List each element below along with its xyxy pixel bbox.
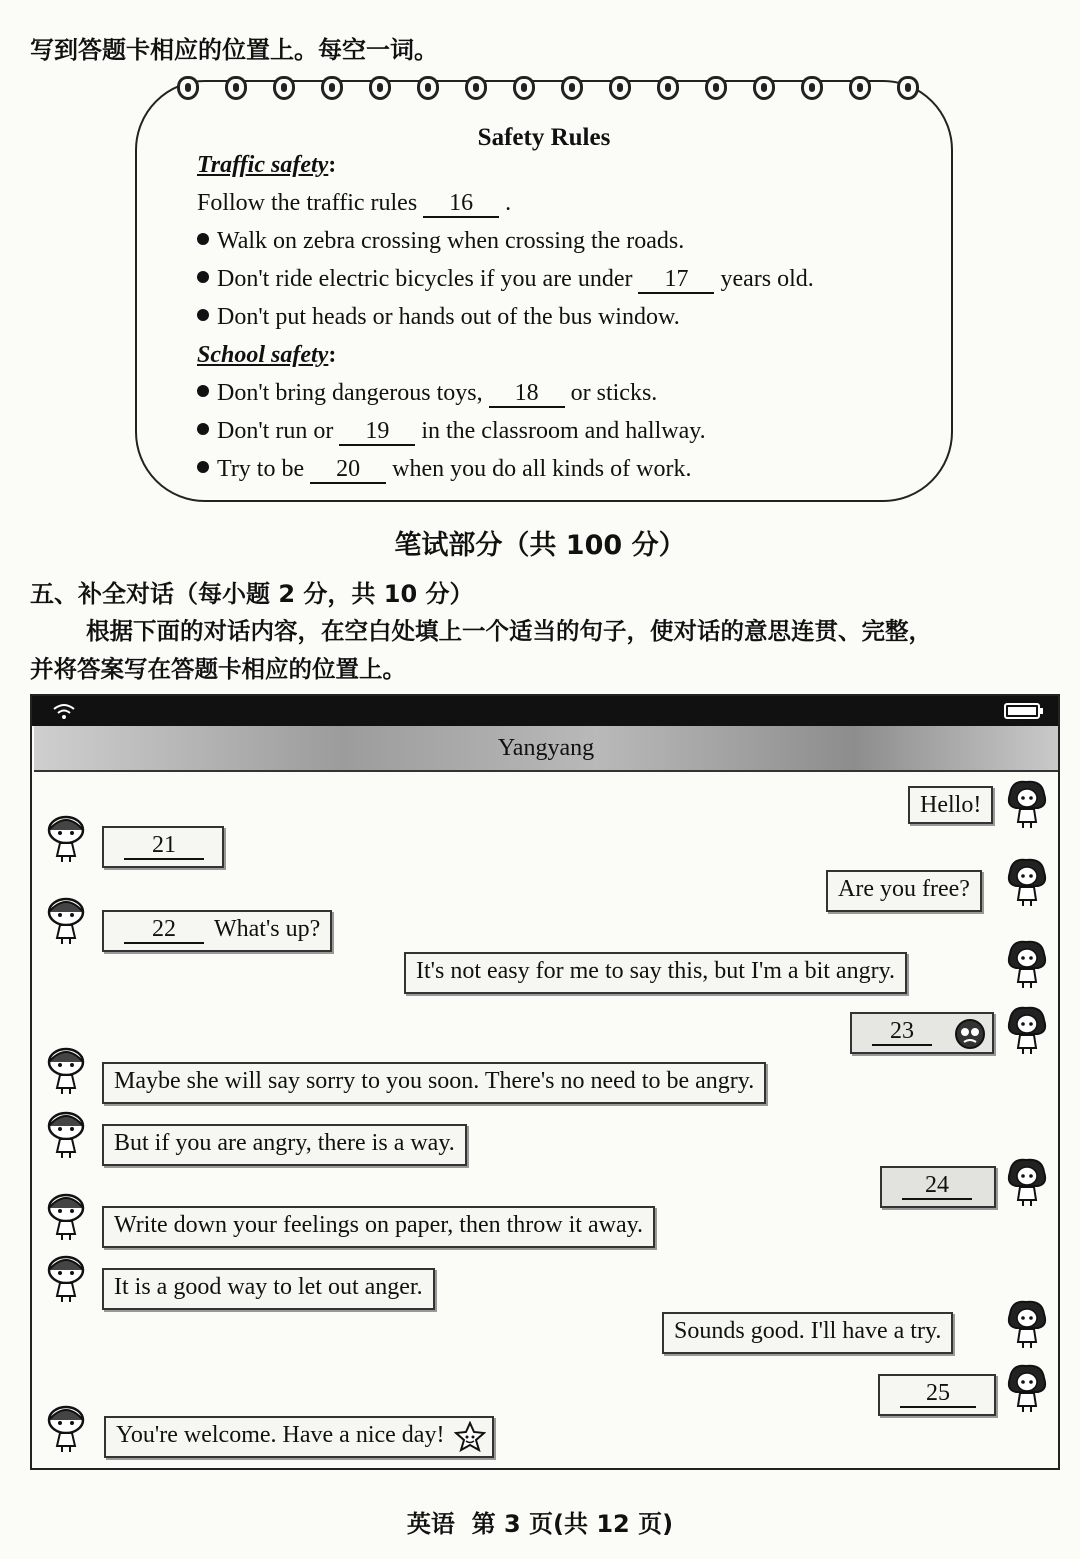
safety-rules-card: Safety Rules Traffic safety: Follow the traffic rules 16 . Walk on zebra crossing when crossing the roads. Don't ride electric bicycles if you are under 17 years old. Don't put heads or hands out of the bus window. School safety: Don't bring dangerous toys, 18 or sticks. Don't run or 19 in the classroom and hallway. Try to be 20 when you do all kinds of work.: [135, 80, 953, 502]
blank-16[interactable]: 16: [423, 191, 499, 218]
avatar-left-icon: [44, 896, 90, 946]
message-bubble-right: Hello!: [908, 786, 993, 824]
blank-24[interactable]: 24: [902, 1173, 972, 1200]
header-instruction: 写到答题卡相应的位置上。每空一词。: [30, 36, 438, 64]
school-safety-heading: School safety: [197, 342, 329, 368]
part5-heading: 五、补全对话（每小题 2 分，共 10 分）: [30, 580, 474, 608]
message-bubble-left: But if you are angry, there is a way.: [102, 1124, 467, 1166]
message-bubble-right: It's not easy for me to say this, but I'm a bit angry.: [404, 952, 907, 994]
message-bubble-left-blank: [102, 826, 224, 868]
message-bubble-left: Write down your feelings on paper, then throw it away.: [102, 1206, 655, 1248]
avatar-left-icon: [44, 814, 90, 864]
avatar-left-icon: [44, 1110, 90, 1160]
blank-21[interactable]: 21: [124, 833, 204, 860]
star-smile-icon: [454, 1421, 486, 1453]
rule-line: Don't put heads or hands out of the bus window.: [197, 304, 680, 331]
rule-line: Walk on zebra crossing when crossing the roads.: [197, 228, 684, 255]
avatar-right-icon: [1004, 1364, 1050, 1414]
page-footer: 英语 第 3 页(共 12 页): [406, 1510, 674, 1538]
traffic-intro-line: Follow the traffic rules 16 .: [197, 190, 511, 218]
blank-25[interactable]: 25: [900, 1381, 976, 1408]
avatar-right-icon: [1004, 1006, 1050, 1056]
message-bubble-left: It is a good way to let out anger.: [102, 1268, 435, 1310]
avatar-right-icon: [1004, 1300, 1050, 1350]
message-bubble-left-blank: 22 What's up?: [102, 910, 332, 952]
rule-line: Don't run or 19 in the classroom and hallway.: [197, 418, 706, 446]
message-bubble-right: Sounds good. I'll have a try.: [662, 1312, 953, 1354]
traffic-safety-heading: Traffic safety: [197, 152, 329, 178]
message-bubble-left: You're welcome. Have a nice day!: [104, 1416, 494, 1458]
message-bubble-right: Are you free?: [826, 870, 982, 912]
chat-title: Yangyang: [34, 726, 1058, 772]
rule-line: Don't bring dangerous toys, 18 or sticks.: [197, 380, 657, 408]
chat-window: [30, 694, 1060, 1470]
avatar-right-icon: [1004, 940, 1050, 990]
card-title: Safety Rules: [477, 124, 611, 151]
blank-22[interactable]: 22: [124, 917, 204, 944]
message-bubble-right-blank: [880, 1166, 996, 1208]
section-title: 笔试部分（共 100 分）: [394, 530, 686, 561]
message-bubble-right-blank: [850, 1012, 994, 1054]
avatar-left-icon: [44, 1192, 90, 1242]
status-bar: [32, 696, 1058, 726]
avatar-right-icon: [1004, 1158, 1050, 1208]
blank-20[interactable]: 20: [310, 457, 386, 484]
battery-icon: [1004, 703, 1044, 719]
part5-instruction-line1: 根据下面的对话内容，在空白处填上一个适当的句子，使对话的意思连贯、完整，: [86, 617, 932, 645]
message-bubble-left: Maybe she will say sorry to you soon. There's no need to be angry.: [102, 1062, 766, 1104]
blank-19[interactable]: 19: [339, 419, 415, 446]
avatar-right-icon: [1004, 858, 1050, 908]
angry-face-icon: [954, 1018, 986, 1050]
avatar-left-icon: [44, 1404, 90, 1454]
blank-17[interactable]: 17: [638, 267, 714, 294]
message-bubble-right-blank: [878, 1374, 996, 1416]
wifi-icon: [52, 702, 76, 720]
rule-line: Try to be 20 when you do all kinds of work.: [197, 456, 691, 484]
rule-line: Don't ride electric bicycles if you are under 17 years old.: [197, 266, 814, 294]
avatar-right-icon: [1004, 780, 1050, 830]
avatar-left-icon: [44, 1046, 90, 1096]
part5-instruction-line2: 并将答案写在答题卡相应的位置上。: [30, 655, 406, 683]
blank-18[interactable]: 18: [489, 381, 565, 408]
avatar-left-icon: [44, 1254, 90, 1304]
blank-23[interactable]: 23: [872, 1019, 932, 1046]
